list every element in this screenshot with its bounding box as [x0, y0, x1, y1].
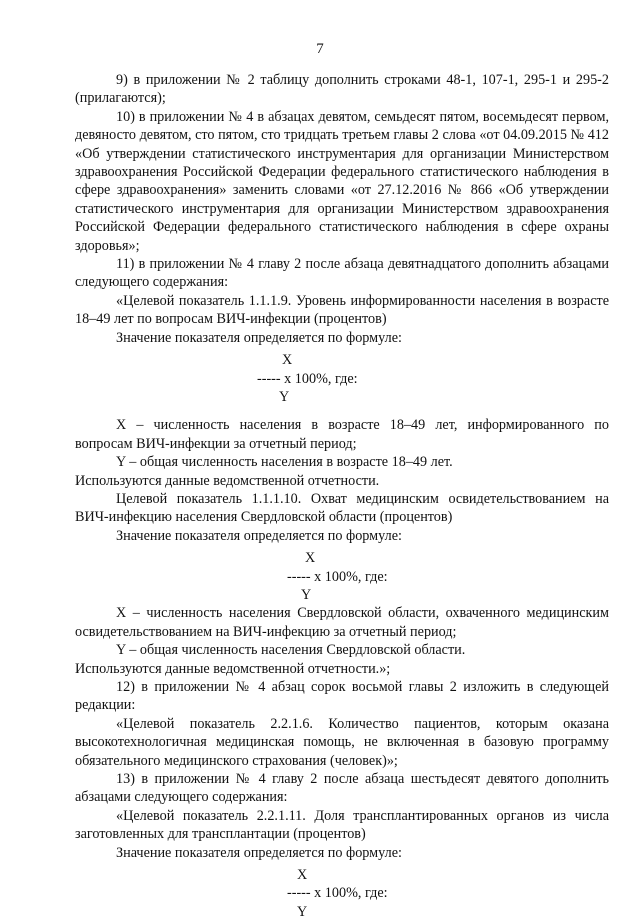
formula-intro: Значение показателя определяется по формуле:	[116, 527, 402, 544]
indicator-1-1-1-10-title: Целевой показатель 1.1.1.10. Охват медицинским освидетельствованием на ВИЧ-инфекцию населения Свердловской области (процентов)	[75, 490, 609, 526]
formula-numerator: X	[305, 550, 316, 567]
variable-y-definition: Y – общая численность населения Свердловской области.	[116, 642, 466, 659]
formula-fraction-line: ----- x 100%, где:	[287, 568, 388, 585]
indicator-1-1-1-9-title: «Целевой показатель 1.1.1.9. Уровень информированности населения в возрасте 18–49 лет по вопросам ВИЧ-инфекции (процентов)	[75, 292, 609, 328]
formula-numerator: X	[282, 352, 293, 369]
paragraph-item-11: 11) в приложении № 4 главу 2 после абзаца девятнадцатого дополнить абзацами следующего содержания:	[75, 256, 609, 291]
data-source-note: Используются данные ведомственной отчетности.	[75, 472, 380, 489]
variable-x-definition: X – численность населения Свердловской области, охваченного медицинским освидетельствованием на ВИЧ-инфекцию за отчетный период;	[75, 605, 609, 640]
formula-intro: Значение показателя определяется по формуле:	[116, 844, 402, 861]
formula-denominator: Y	[297, 903, 308, 920]
formula-denominator: Y	[279, 388, 290, 405]
paragraph-item-10: 10) в приложении № 4 в абзацах девятом, семьдесят пятом, восемьдесят первом, девяносто девятом, сто пятом, сто тридцать третьем главы 2 слова «от 04.09.2015 № 412 «Об утверждении статистического инструментария для организации Министерством здравоохранения Российской Федерации федерального статистического наблюдения в сфере здравоохранения» заменить словами «от 27.12.2016 № 866 «Об утверждении статистического инструментария для организации Министерством здравоохранения Российской Федерации федерального статистического наблюдения в сфере охраны здоровья»;	[75, 108, 609, 254]
indicator-2-2-1-11-title: «Целевой показатель 2.2.1.11. Доля трансплантированных органов из числа заготовленных для трансплантации (процентов)	[75, 807, 609, 843]
data-source-note: Используются данные ведомственной отчетности.»;	[75, 660, 391, 677]
formula-intro: Значение показателя определяется по формуле:	[116, 329, 402, 346]
paragraph-item-9: 9) в приложении № 2 таблицу дополнить строками 48-1, 107-1, 295-1 и 295-2 (прилагаются);	[75, 72, 609, 107]
formula-numerator: X	[297, 867, 308, 884]
paragraph-item-12: 12) в приложении № 4 абзац сорок восьмой главы 2 изложить в следующей редакции:	[75, 679, 609, 714]
formula-fraction-line: ----- x 100%, где:	[287, 885, 388, 902]
page-number: 7	[316, 41, 324, 57]
document-body	[75, 71, 609, 921]
variable-x-definition: X – численность населения в возрасте 18–49 лет, информированного по вопросам ВИЧ-инфекции за отчетный период;	[75, 417, 609, 452]
formula-denominator: Y	[301, 586, 312, 603]
paragraph-item-13: 13) в приложении № 4 главу 2 после абзаца шестьдесят девятого дополнить абзацами следующего содержания:	[75, 771, 609, 806]
variable-y-definition: Y – общая численность населения в возрасте 18–49 лет.	[116, 454, 453, 471]
indicator-2-2-1-6-title: «Целевой показатель 2.2.1.6. Количество пациентов, которым оказана высокотехнологичная медицинская помощь, не включенная в базовую программу обязательного медицинского страхования (человек)»;	[75, 715, 609, 769]
formula-fraction-line: ----- x 100%, где:	[257, 370, 358, 387]
